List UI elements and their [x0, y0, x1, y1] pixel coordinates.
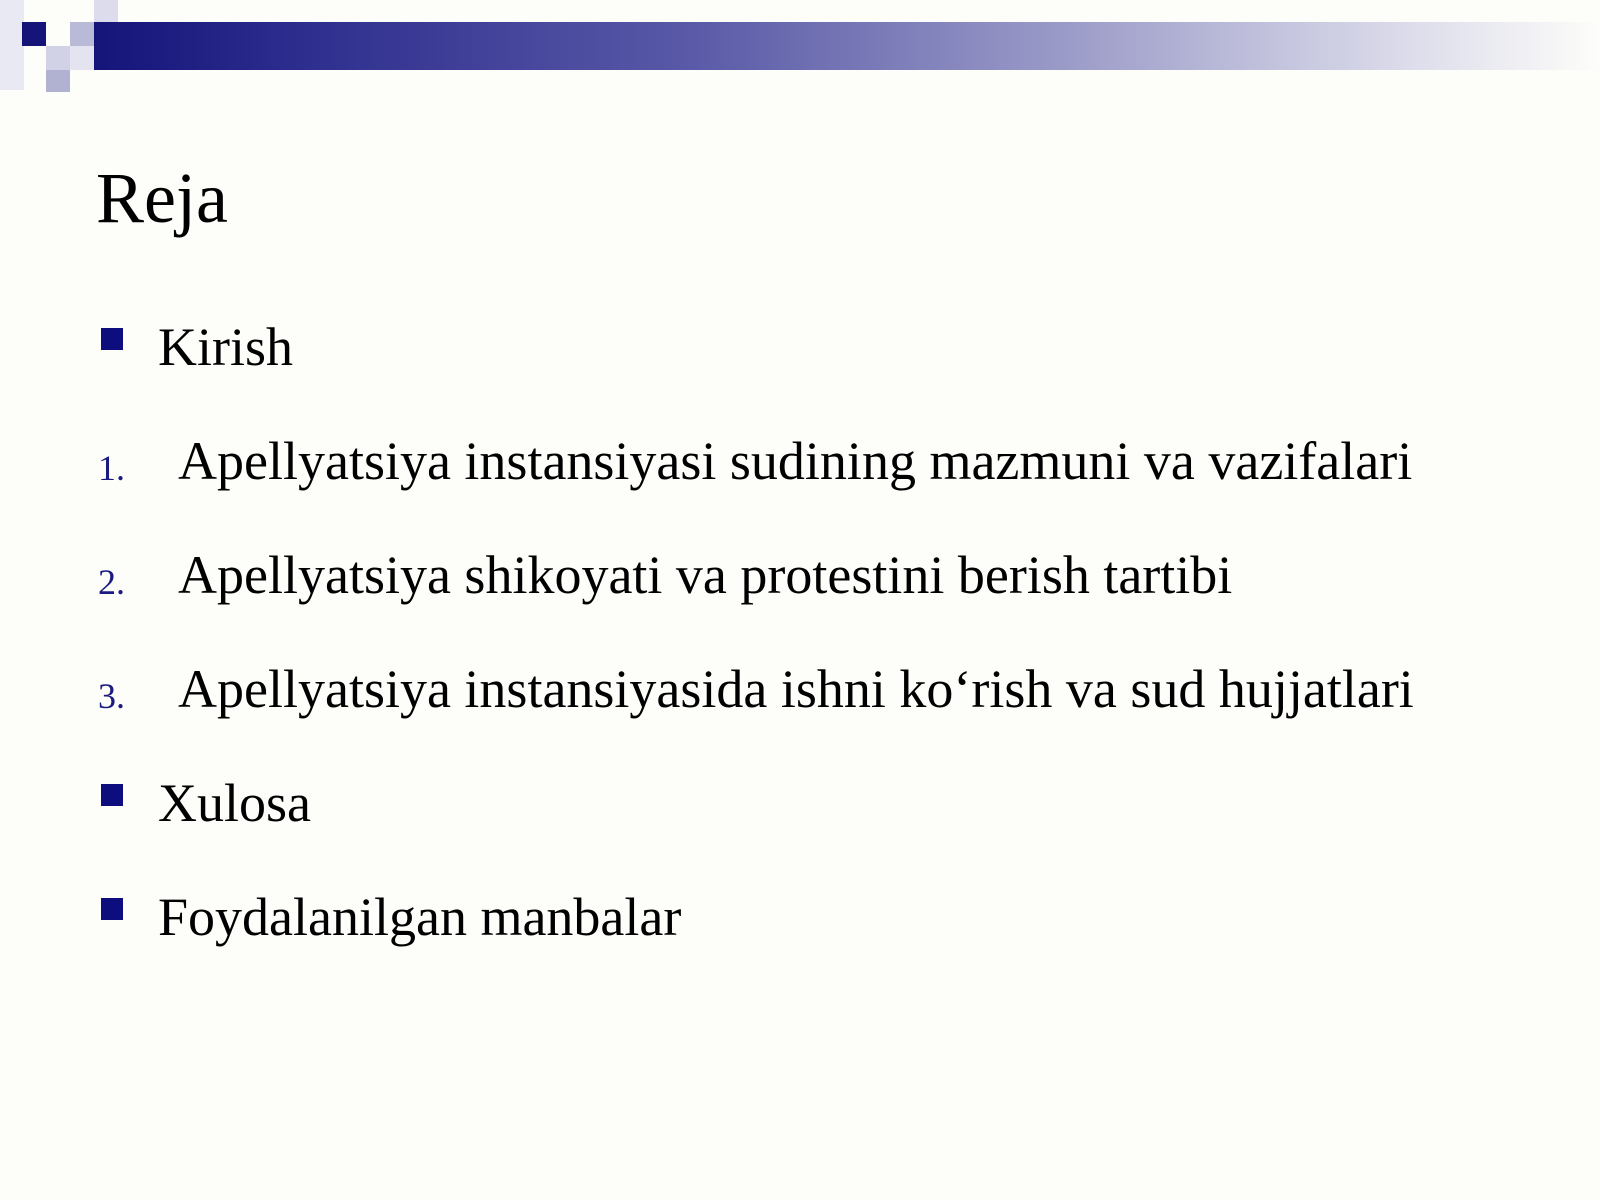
agenda-item-text: Xulosa: [158, 773, 311, 833]
header-decoration-square: [94, 0, 118, 24]
agenda-item-3: [96, 659, 1586, 722]
agenda-item-1: [96, 431, 1586, 494]
agenda-item-text: Apellyatsiya instansiyasi sudining mazmuni va vazifalari: [178, 431, 1413, 491]
agenda-item-manbalar: [96, 887, 1586, 950]
agenda-item-text: Apellyatsiya instansiyasida ishni koʻrish va sud hujjatlari: [178, 659, 1414, 719]
square-bullet-icon: [101, 898, 123, 920]
header-decoration-square: [46, 46, 70, 70]
header-decoration-square: [70, 46, 94, 70]
header-decoration-square: [0, 0, 24, 90]
list-number: 3.: [98, 676, 125, 716]
header-gradient-bar: [92, 22, 1600, 70]
header-decoration-square: [22, 22, 46, 46]
header-decoration-square: [46, 70, 70, 92]
square-bullet-icon: [101, 328, 123, 350]
agenda-item-text: Apellyatsiya shikoyati va protestini berish tartibi: [178, 545, 1233, 605]
list-number: 1.: [98, 448, 125, 488]
slide-title: Reja: [96, 158, 228, 238]
header-decoration-square: [70, 22, 94, 46]
agenda-item-text: Foydalanilgan manbalar: [158, 887, 682, 947]
list-number: 2.: [98, 562, 125, 602]
agenda-item-text: Kirish: [158, 317, 293, 377]
agenda-item-xulosa: [96, 773, 1586, 836]
square-bullet-icon: [101, 784, 123, 806]
agenda-item-kirish: [96, 317, 1586, 380]
agenda-item-2: [96, 545, 1586, 608]
